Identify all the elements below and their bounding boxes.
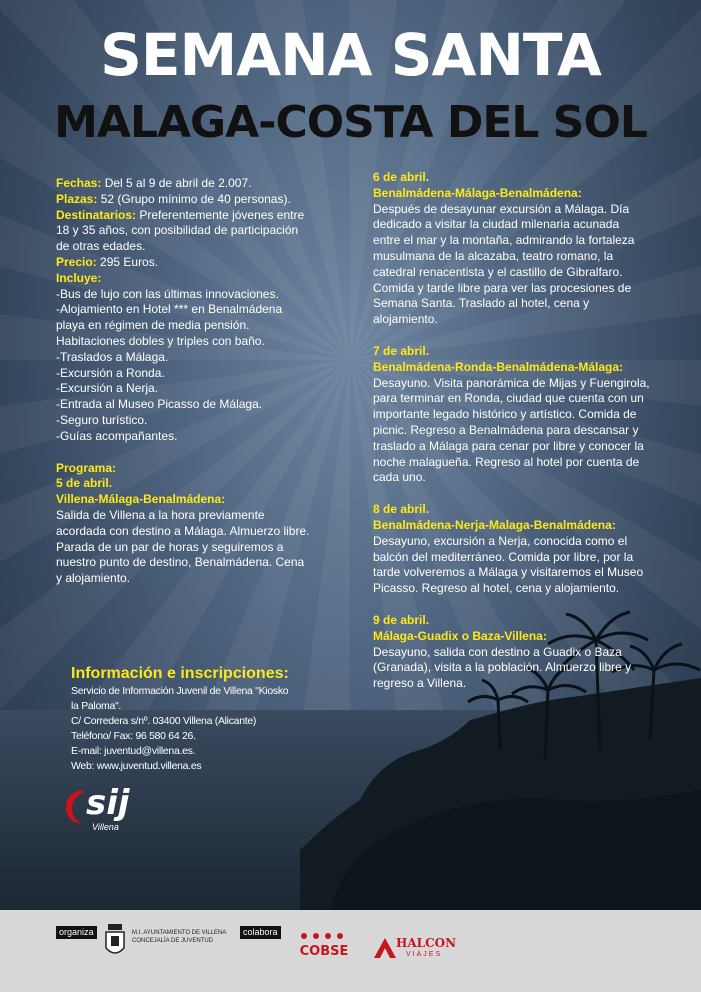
incluye-item: -Excursión a Ronda. <box>56 365 165 380</box>
day-line: alojamiento. <box>373 312 438 327</box>
footer-bar <box>0 910 701 992</box>
incluye-item: -Entrada al Museo Picasso de Málaga. <box>56 397 263 412</box>
day-route: Villena-Málaga-Benalmádena: <box>56 492 226 507</box>
day-line: entre el mar y la montaña, admirando la fortaleza <box>373 233 635 248</box>
precio <box>56 255 318 271</box>
day-line: acordada con destino a Málaga. Almuerzo libre. <box>56 523 310 538</box>
destinatarios-line: de otras edades. <box>56 239 146 254</box>
day-line: Desayuno, excursión a Nerja, conocida como el <box>373 533 628 548</box>
day-line: Semana Santa. Traslado al hotel, cena y <box>373 296 590 311</box>
plazas <box>56 192 318 208</box>
halcon-logo <box>372 934 472 966</box>
organiza-tag: organiza <box>56 926 97 939</box>
precio-label: Precio: <box>56 254 97 269</box>
cobse-figures-icon <box>298 932 350 944</box>
ayuntamiento-text <box>132 929 226 945</box>
day-line: noche malagueña. Regreso al hotel por cuenta de <box>373 454 640 469</box>
day-line: catedral renacentista y el castillo de Gibralfaro. <box>373 264 623 279</box>
right-column <box>373 170 665 692</box>
day-line: Picasso. Regreso al hotel, cena y alojamiento. <box>373 581 620 596</box>
destinatarios-line: Preferentemente jóvenes entre <box>139 207 305 222</box>
day-block-6 <box>373 170 665 328</box>
incluye-item: Habitaciones dobles y triples con baño. <box>56 333 265 348</box>
fechas-label: Fechas: <box>56 176 102 190</box>
info-address: C/ Corredera s/nº. 03400 Villena (Alicante) <box>71 715 257 727</box>
day-date: 7 de abril. <box>373 343 430 358</box>
cobse-logo <box>292 932 356 962</box>
incluye-item: -Excursión a Nerja. <box>56 381 159 396</box>
info-web: Web: www.juventud.villena.es <box>71 760 202 772</box>
day-line: traslado a Málaga para cenar por libre y conocer la <box>373 438 644 453</box>
info-title: Información e inscripciones: <box>71 665 289 682</box>
day-block-9 <box>373 613 665 692</box>
halcon-text: HALCON <box>396 936 457 950</box>
day-block-8 <box>373 502 665 597</box>
day-date: 9 de abril. <box>373 612 430 627</box>
day-line: tarde volveremos a Málaga y visitaremos el Museo <box>373 565 644 580</box>
halcon-bird-icon <box>372 936 398 960</box>
destinatarios-line: 18 y 35 años, con posibilidad de participación <box>56 223 299 238</box>
fechas <box>56 176 318 192</box>
day-line: balcón del mediterráneo. Comida por libre, por la <box>373 549 634 564</box>
day-line: Después de desayunar excursión a Málaga. Día <box>373 201 630 216</box>
day-line: importante legado histórico y artístico. Comida de <box>373 407 637 422</box>
plazas-value: 52 (Grupo mínimo de 40 personas). <box>100 191 291 206</box>
day-line: regreso a Villena. <box>373 676 467 691</box>
ayuntamiento-line: M.I. AYUNTAMIENTO DE VILLENA <box>132 930 227 936</box>
destinatarios-label: Destinatarios: <box>56 207 137 222</box>
title-line-2: MALAGA-COSTA DEL SOL <box>54 97 647 148</box>
precio-value: 295 Euros. <box>100 254 159 269</box>
day-date: 5 de abril. <box>56 476 113 491</box>
day-route: Benalmádena-Ronda-Benalmádena-Málaga: <box>373 359 624 374</box>
incluye-item: -Alojamiento en Hotel *** en Benalmádena <box>56 302 283 317</box>
day-line: para terminar en Ronda, ciudad que cuenta con un <box>373 391 644 406</box>
colabora-tag: colabora <box>240 926 281 939</box>
incluye-item: -Seguro turístico. <box>56 412 148 427</box>
day-line: y alojamiento. <box>56 571 131 586</box>
day-line: picnic. Regreso a Benalmádena para descansar y <box>373 422 639 437</box>
title-line-1: SEMANA SANTA <box>100 21 601 89</box>
day-line: (Granada), visita a la población. Almuerzo libre y <box>373 660 632 675</box>
day-route: Benalmádena-Nerja-Malaga-Benalmádena: <box>373 517 616 532</box>
day-line: nuestro punto de destino, Benalmádena. Cena <box>56 555 305 570</box>
day-line: Desayuno, salida con destino a Guadix o Baza <box>373 644 622 659</box>
incluye-item: -Guías acompañantes. <box>56 428 178 443</box>
day-route: Málaga-Guadix o Baza-Villena: <box>373 628 547 643</box>
day-block-7 <box>373 344 665 486</box>
day-line: dedicado a visitar la ciudad milenaria acunada <box>373 217 620 232</box>
info-phone: Teléfono/ Fax: 96 580 64 26. <box>71 730 196 742</box>
sij-logo-sub: Villena <box>92 822 119 832</box>
day-line: musulmana de la alcazaba, teatro romano, la <box>373 248 614 263</box>
info-email: E-mail: juventud@villena.es. <box>71 745 196 757</box>
concejalia-line: CONCEJALÍA DE JUVENTUD <box>132 938 214 944</box>
day-date: 6 de abril. <box>373 170 430 184</box>
info-line: la Paloma". <box>71 700 122 712</box>
info-section <box>71 664 331 774</box>
plazas-label: Plazas: <box>56 191 98 206</box>
day-line: Parada de un par de horas y seguiremos a <box>56 539 284 554</box>
sij-logo <box>62 784 152 836</box>
incluye-item: -Traslados a Málaga. <box>56 349 169 364</box>
day-line: Desayuno. Visita panorámica de Mijas y Fuengirola, <box>373 375 650 390</box>
halcon-sub: VIAJES <box>406 951 443 958</box>
incluye-item: playa en régimen de media pensión. <box>56 318 250 333</box>
coat-of-arms-icon <box>104 924 126 960</box>
day-line: Comida y tarde libre para ver las procesiones de <box>373 280 632 295</box>
programa-label: Programa: <box>56 460 117 475</box>
info-line: Servicio de Información Juvenil de Villena "Kiosko <box>71 685 289 697</box>
day-line: cada uno. <box>373 470 426 485</box>
destinatarios <box>56 208 318 224</box>
left-column <box>56 176 318 587</box>
fechas-value: Del 5 al 9 de abril de 2.007. <box>104 176 252 190</box>
day-date: 8 de abril. <box>373 502 430 517</box>
day-line: Salida de Villena a la hora previamente <box>56 507 265 522</box>
incluye-item: -Bus de lujo con las últimas innovaciones. <box>56 286 279 301</box>
sij-logo-text: sij <box>86 783 130 823</box>
cobse-text: COBSE <box>299 944 349 959</box>
day-route: Benalmádena-Málaga-Benalmádena: <box>373 185 582 200</box>
incluye-label: Incluye: <box>56 270 102 285</box>
